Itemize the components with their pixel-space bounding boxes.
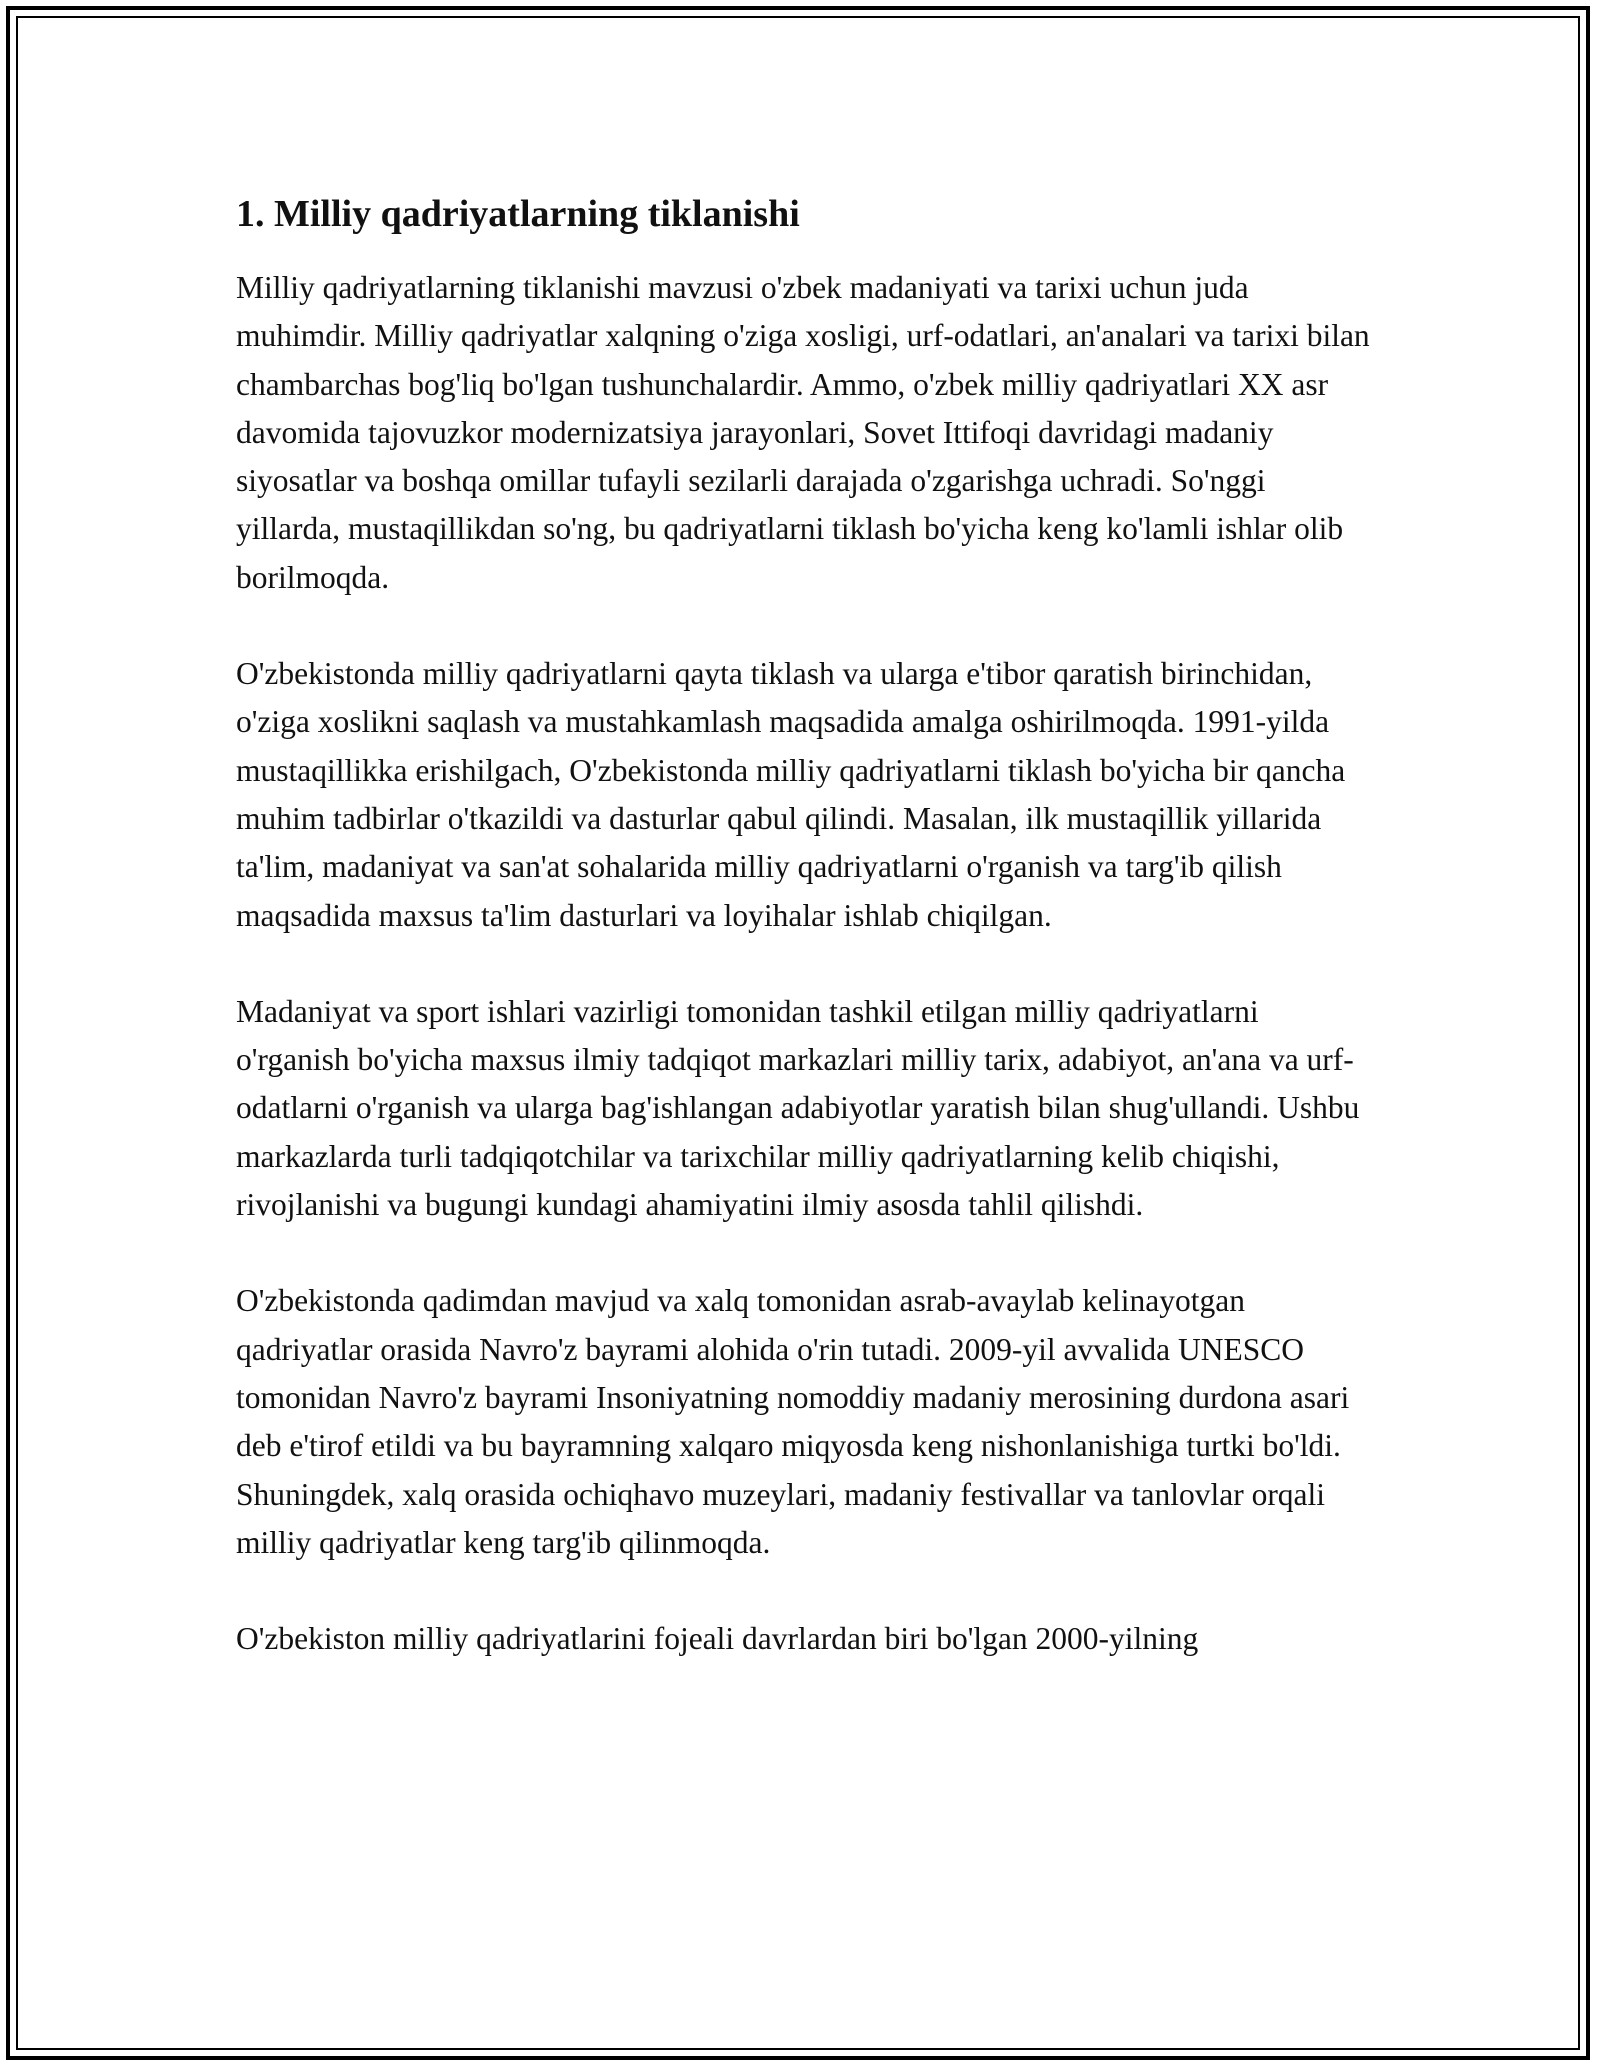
paragraph-5: O'zbekiston milliy qadriyatlarini fojeali davrlardan biri bo'lgan 2000-yilning [236,1621,1199,1657]
paragraph-1: Milliy qadriyatlarning tiklanishi mavzusi o'zbek madaniyati va tarixi uchun juda muhimdir. Milliy qadriyatlar xalqning o'ziga xosligi, urf-odatlari, an'analari va tarixi bilan chambarchas bog'liq bo'lgan tushunchalardir. Ammo, o'zbek milliy qadriyatlari XX asr davomida tajovuzkor modernizatsiya jarayonlari, Sovet Ittifoqi davridagi madaniy siyosatlar va boshqa omillar tufayli sezilarli darajada o'zgarishga uchradi. So'nggi yillarda, mustaqillikdan so'ng, bu qadriyatlarni tiklash bo'yicha keng ko'lamli ishlar olib borilmoqda. [236,270,1370,595]
paragraph-4: O'zbekistonda qadimdan mavjud va xalq tomonidan asrab-avaylab kelinayotgan qadriyatlar orasida Navro'z bayrami alohida o'rin tutadi. 2009-yil avvalida UNESCO tomonidan Navro'z bayrami Insoniyatning nomoddiy madaniy merosining durdona asari deb e'tirof etildi va bu bayramning xalqaro miqyosda keng nishonlanishiga turtki bo'ldi. Shuningdek, xalq orasida ochiqhavo muzeylari, madaniy festivallar va tanlovlar orqali milliy qadriyatlar keng targ'ib qilinmoqda. [236,1283,1350,1560]
paragraph-3: Madaniyat va sport ishlari vazirligi tomonidan tashkil etilgan milliy qadriyatlarni o'rganish bo'yicha maxsus ilmiy tadqiqot markazlari milliy tarix, adabiyot, an'ana va urf-odatlarni o'rganish va ularga bag'ishlangan adabiyotlar yaratish bilan shug'ullandi. Ushbu markazlarda turli tadqiqotchilar va tarixchilar milliy qadriyatlarning kelib chiqishi, rivojlanishi va bugungi kundagi ahamiyatini ilmiy asosda tahlil qilishdi. [236,993,1360,1223]
document-body [236,186,1376,1663]
paragraph-2: O'zbekistonda milliy qadriyatlarni qayta tiklash va ularga e'tibor qaratish birinchidan, o'ziga xoslikni saqlash va mustahkamlash maqsadida amalga oshirilmoqda. 1991-yilda mustaqillikka erishilgach, O'zbekistonda milliy qadriyatlarni tiklash bo'yicha bir qancha muhim tadbirlar o'tkazildi va dasturlar qabul qilindi. Masalan, ilk mustaqillik yillarida ta'lim, madaniyat va san'at sohalarida milliy qadriyatlarni o'rganish va targ'ib qilish maqsadida maxsus ta'lim dasturlari va loyihalar ishlab chiqilgan. [236,656,1346,933]
section-heading: 1. Milliy qadriyatlarning tiklanishi [236,193,800,235]
